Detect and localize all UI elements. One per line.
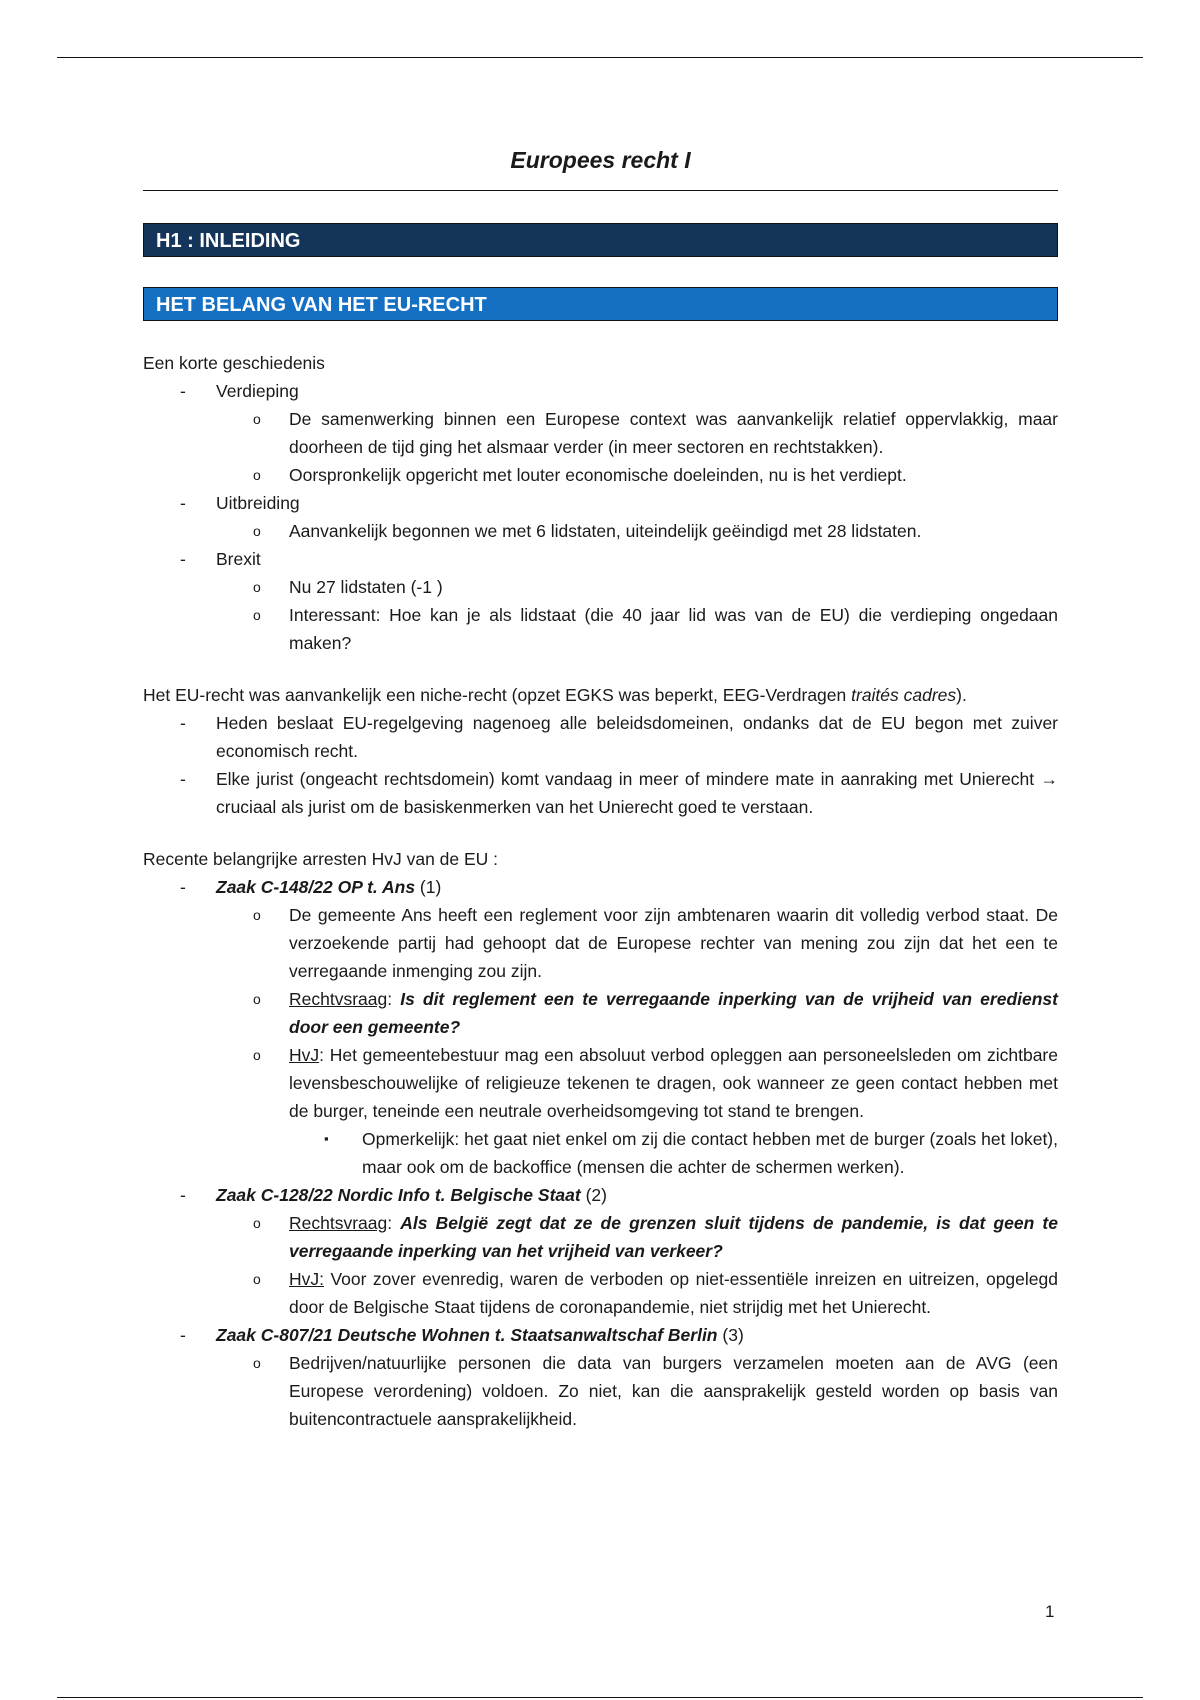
sub-item: o Rechtvsraag: Is dit reglement een te verregaande inperking van de vrijheid van eredienst door een gemeente?	[216, 985, 1058, 1041]
case-item	[143, 1321, 1058, 1433]
sub-sub-item: ▪ Opmerkelijk: het gaat niet enkel om zij die contact hebben met de burger (zoals het loket), maar ook om de backoffice (mensen die achter de schermen werken).	[289, 1125, 1058, 1181]
sub-item: o Bedrijven/natuurlijke personen die data van burgers verzamelen moeten aan de AVG (een Europese verordening) voldoen. Zo niet, kan die aansprakelijk gesteld worden op basis van buitencontractuele aansprakelijkheid.	[216, 1349, 1058, 1433]
page-content	[143, 130, 1058, 1433]
case-title: Zaak C-807/21 Deutsche Wohnen t. Staatsanwaltschaf Berlin	[216, 1325, 718, 1345]
list-item	[143, 377, 1058, 489]
sub-list	[216, 901, 1058, 1181]
header-rule	[57, 57, 1143, 58]
sub-item: o Oorspronkelijk opgericht met louter economische doeleinden, nu is het verdiept.	[216, 461, 1058, 489]
cases-intro: Recente belangrijke arresten HvJ van de EU :	[143, 849, 499, 869]
niche-list	[143, 709, 1058, 821]
sub-item: o Aanvankelijk begonnen we met 6 lidstaten, uiteindelijk geëindigd met 28 lidstaten.	[216, 517, 1058, 545]
niche-intro	[143, 681, 1058, 709]
list-item: - Heden beslaat EU-regelgeving nagenoeg alle beleidsdomeinen, ondanks dat de EU begon met zuiver economisch recht.	[143, 709, 1058, 765]
court-label: HvJ	[289, 1045, 320, 1065]
section-heading: HET BELANG VAN HET EU-RECHT	[143, 287, 1058, 321]
niche-intro-end: ).	[956, 685, 967, 705]
list-item: - Elke jurist (ongeacht rechtsdomein) komt vandaag in meer of mindere mate in aanraking met Unierecht → cruciaal als jurist om de basiskenmerken van het Unierecht goed te verstaan.	[143, 765, 1058, 821]
sub-list	[216, 1349, 1058, 1433]
case-number: (2)	[580, 1185, 607, 1205]
niche-intro-italic: traités cadres	[851, 685, 957, 705]
history-block	[143, 349, 1058, 657]
sub-list	[216, 517, 1058, 545]
cases-block	[143, 845, 1058, 1433]
sub-item: o De gemeente Ans heeft een reglement voor zijn ambtenaren waarin dit volledig verbod staat. De verzoekende partij had gehoopt dat de Europese rechter van mening zou zijn dat het een te verregaande inmenging zou zijn.	[216, 901, 1058, 985]
sub-item: o Nu 27 lidstaten (-1 )	[216, 573, 1058, 601]
cases-list	[143, 873, 1058, 1433]
case-item	[143, 873, 1058, 1181]
history-intro: Een korte geschiedenis	[143, 353, 325, 373]
chapter-heading: H1 : INLEIDING	[143, 223, 1058, 257]
sub-item: o Interessant: Hoe kan je als lidstaat (die 40 jaar lid was van de EU) die verdieping ongedaan maken?	[216, 601, 1058, 657]
sub-list	[216, 1209, 1058, 1321]
court-ruling-text: : Het gemeentebestuur mag een absoluut verbod opleggen aan personeelsleden om zichtbare levensbeschouwelijke of religieuze tekenen te dragen, ook wanneer ze geen contact hebben met de burger, teneinde een neutrale overheidsomgeving tot stand te brengen.	[289, 1045, 1058, 1121]
list-item-label: Uitbreiding	[216, 493, 300, 513]
legal-question-text: Is dit reglement een te verregaande inperking van de vrijheid van eredienst door een gemeente?	[289, 989, 1058, 1037]
list-item-label: Verdieping	[216, 381, 299, 401]
case-title: Zaak C-148/22 OP t. Ans	[216, 877, 416, 897]
case-number: (3)	[717, 1325, 744, 1345]
document-title: Europees recht I	[143, 130, 1058, 191]
court-label: HvJ:	[289, 1269, 324, 1289]
case-number: (1)	[415, 877, 442, 897]
sub-item	[216, 1265, 1058, 1321]
court-ruling-text: Voor zover evenredig, waren de verboden op niet-essentiële inreizen en uitreizen, opgelegd door de Belgische Staat tijdens de coronapandemie, niet strijdig met het Unierecht.	[289, 1269, 1058, 1317]
niche-block	[143, 681, 1058, 821]
sub-sub-list	[289, 1125, 1058, 1181]
list-item-label: Brexit	[216, 549, 261, 569]
sub-item: o De samenwerking binnen een Europese context was aanvankelijk relatief oppervlakkig, maar doorheen de tijd ging het alsmaar verder (in meer sectoren en rechtstakken).	[216, 405, 1058, 461]
legal-question-label: Rechtvsraag	[289, 989, 388, 1009]
case-item	[143, 1181, 1058, 1321]
case-title: Zaak C-128/22 Nordic Info t. Belgische Staat	[216, 1185, 581, 1205]
list-item	[143, 545, 1058, 657]
history-list	[143, 377, 1058, 657]
legal-question-text: Als België zegt dat ze de grenzen sluit tijdens de pandemie, is dat geen te verregaande inperking van het vrijheid van verkeer?	[289, 1213, 1058, 1261]
sub-item	[216, 1041, 1058, 1181]
footer-rule	[57, 1697, 1143, 1698]
page-number: 1	[1045, 1602, 1055, 1621]
niche-intro-text: Het EU-recht was aanvankelijk een niche-recht (opzet EGKS was beperkt, EEG-Verdragen	[143, 685, 852, 705]
legal-question-label: Rechtsvraag	[289, 1213, 388, 1233]
sub-list	[216, 405, 1058, 489]
sub-item: o Rechtsvraag: Als België zegt dat ze de grenzen sluit tijdens de pandemie, is dat geen te verregaande inperking van het vrijheid van verkeer?	[216, 1209, 1058, 1265]
sub-list	[216, 573, 1058, 657]
list-item	[143, 489, 1058, 545]
